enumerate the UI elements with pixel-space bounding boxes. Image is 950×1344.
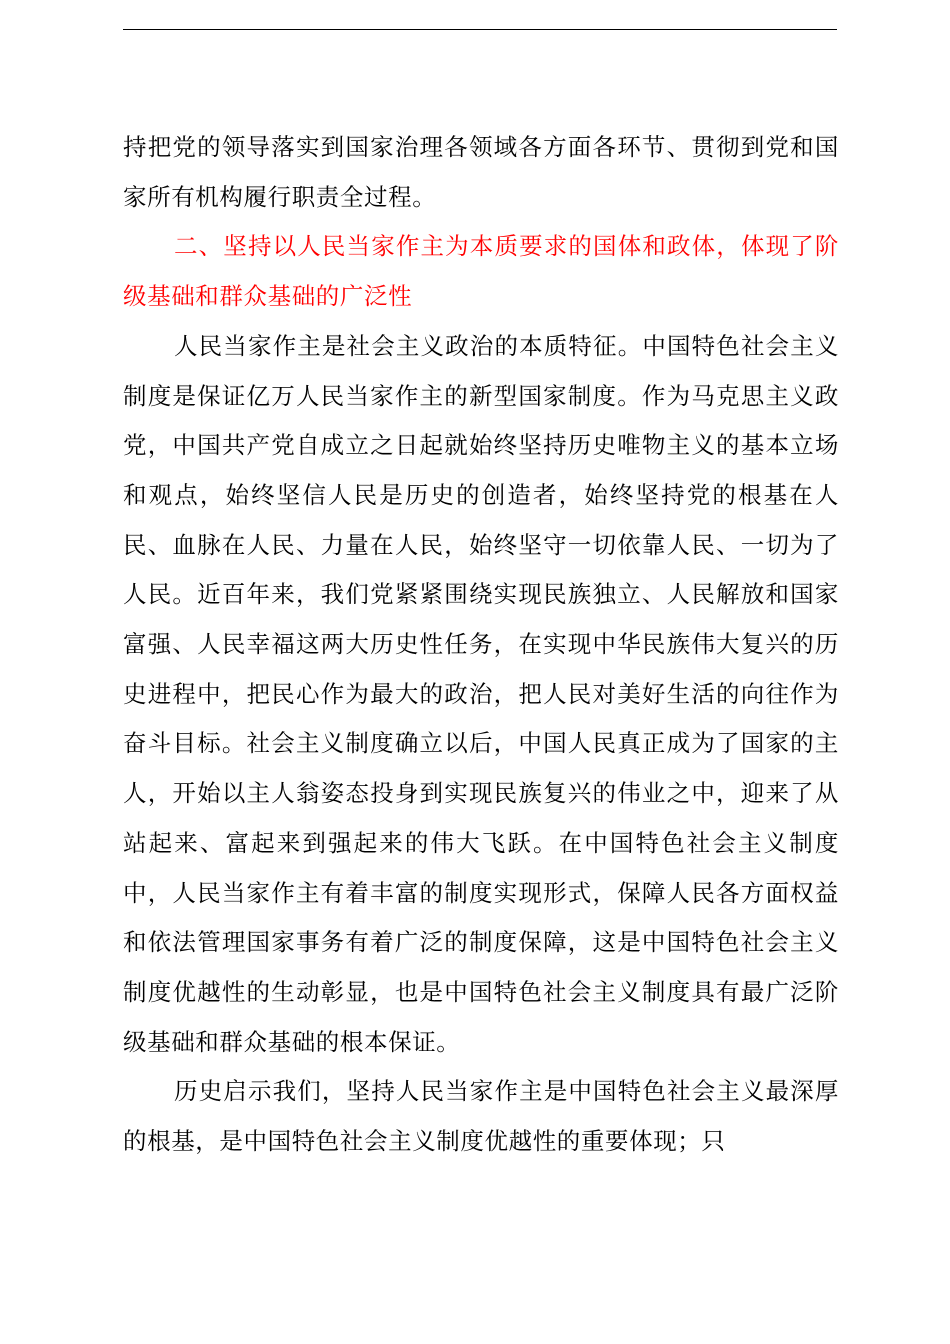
paragraph-body: 人民当家作主是社会主义政治的本质特征。中国特色社会主义制度是保证亿万人民当家作主的新型国家制度。作为马克思主义政党，中国共产党自成立之日起就始终坚持历史唯物主义的基本立场和观点，始终坚信人民是历史的创造者，始终坚持党的根基在人民、血脉在人民、力量在人民，始终坚守一切依靠人民、一切为了人民。近百年来，我们党紧紧围绕实现民族独立、人民解放和国家富强、人民幸福这两大历史性任务，在实现中华民族伟大复兴的历史进程中，把民心作为最大的政治，把人民对美好生活的向往作为奋斗目标。社会主义制度确立以后，中国人民真正成为了国家的主人，开始以主人翁姿态投身到实现民族复兴的伟业之中，迎来了从站起来、富起来到强起来的伟大飞跃。在中国特色社会主义制度中，人民当家作主有着丰富的制度实现形式，保障人民各方面权益和依法管理国家事务有着广泛的制度保障，这是中国特色社会主义制度优越性的生动彰显，也是中国特色社会主义制度具有最广泛阶级基础和群众基础的根本保证。: [123, 331, 839, 1056]
header-rule: [123, 29, 837, 30]
paragraph-continuation: 持把党的领导落实到国家治理各领域各方面各环节、贯彻到党和国家所有机构履行职责全过程。: [123, 133, 839, 211]
document-body: [123, 123, 839, 1167]
section-heading: 二、坚持以人民当家作主为本质要求的国体和政体，体现了阶级基础和群众基础的广泛性: [123, 232, 839, 311]
paragraph-body: 历史启示我们，坚持人民当家作主是中国特色社会主义最深厚的根基，是中国特色社会主义制度优越性的重要体现；只: [123, 1077, 839, 1156]
